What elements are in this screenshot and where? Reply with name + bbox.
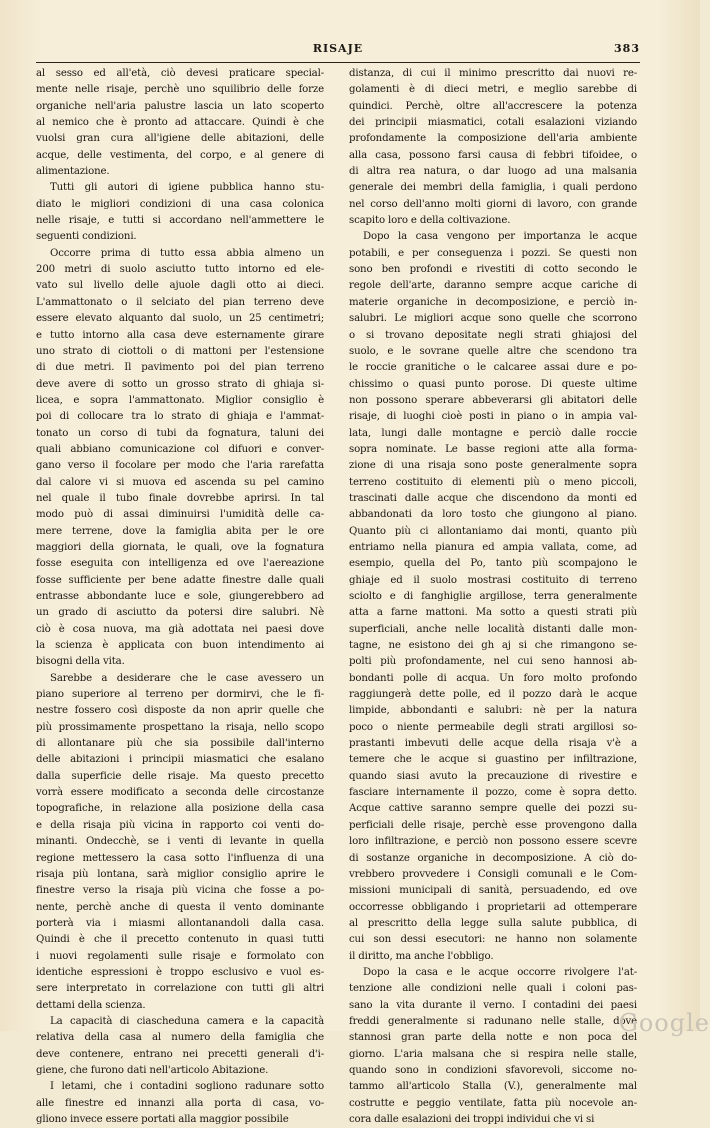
text-line: tagne, ne esistono dei gh aj si che rimangono se- xyxy=(349,640,637,652)
text-line: superficiali, anche nelle località distanti dalle mon- xyxy=(349,623,637,635)
text-line: poi di collocare tra lo strato di ghiaja e l'ammat- xyxy=(36,411,324,423)
text-line: fosse eseguita con intelligenza ed ove l'aereazione xyxy=(36,558,324,570)
text-line: licea, e sopra l'ammattonato. Miglior consiglio è xyxy=(36,394,324,406)
text-line: non possono sperare abbeverarsi gli abitatori delle xyxy=(349,394,637,406)
paragraph xyxy=(36,671,324,1014)
text-line: quali abbiano comunicazione col difuori e conver- xyxy=(36,443,324,455)
text-line: Occorre prima di tutto essa abbia almeno un xyxy=(50,247,324,259)
text-line: modo può di assai diminuirsi l'umidità delle ca- xyxy=(36,509,324,521)
text-line: le roccie granitiche o le calcaree assai dure e po- xyxy=(349,362,637,374)
text-line: sopra nominate. Le basse regioni atte alla forma- xyxy=(349,443,637,455)
text-line: fosse sufficiente per bene adatte finestre dalle quali xyxy=(36,574,324,586)
right-column xyxy=(349,66,637,1128)
text-line: bondanti polle di acqua. Un foro molto profondo xyxy=(349,672,637,684)
text-line: tammo all'articolo Stalla (V.), generalmente mal xyxy=(349,1081,637,1093)
text-line: vrebbero provvedere i Consigli comunali e le Com- xyxy=(349,868,637,880)
text-line: entriamo nella pianura ed ampia vallata, come, ad xyxy=(349,541,637,553)
paragraph xyxy=(349,66,637,229)
text-line: essere elevato alquanto dal suolo, un 25 centimetri; xyxy=(36,313,324,325)
paragraph xyxy=(349,965,637,1128)
text-line: nel quale il tubo finale dovrebbe aprirsi. In tal xyxy=(36,492,324,504)
text-line: esempio, quella del Po, tanto più scompajono le xyxy=(349,558,637,570)
text-line: temere che le acque si guastino per infiltrazione, xyxy=(349,754,637,766)
text-line: giorno. L'aria malsana che si respira nelle stalle, xyxy=(349,1048,637,1060)
text-line: dei principii miasmatici, cotali esalazioni viziando xyxy=(349,117,637,129)
text-line: gano verso il focolare per modo che l'aria rarefatta xyxy=(36,460,324,472)
text-line: dal calore vi si muova ed ascenda su pel camino xyxy=(36,476,324,488)
text-line: regole dell'arte, daranno sempre acque cariche di xyxy=(349,280,637,292)
text-line: lata, lungi dalle montagne e perciò dalle roccie xyxy=(349,427,637,439)
text-line: seguenti condizioni. xyxy=(36,231,137,243)
text-line: ciò è cosa nuova, ma già adottata nei paesi dove xyxy=(36,623,324,635)
text-line: entrasse abbondante luce e sole, giungerebbero ad xyxy=(36,591,324,602)
text-line: stannosi gran parte della notte e non poca del xyxy=(349,1032,637,1044)
text-line: cora dalle esalazioni dei troppi individui che vi si xyxy=(349,1114,595,1125)
text-line: piano superiore al terreno per dormirvi, che le fi- xyxy=(36,689,324,701)
paragraph xyxy=(36,180,324,245)
text-line: il diritto, ma anche l'obbligo. xyxy=(349,950,494,962)
text-line: polti più profondamente, nel cui seno hannosi ab- xyxy=(349,656,637,668)
text-line: fasciare internamente il pozzo, come è sopra detto. xyxy=(349,787,637,799)
text-line: di due metri. Il pavimento poi del pian terreno xyxy=(36,362,324,374)
text-line: vorrà essere modificato a seconda delle circostanze xyxy=(36,787,324,799)
text-line: prastanti imbevuti delle acque della risaja v'è a xyxy=(349,738,637,750)
text-line: nestre fossero così disposte da non aprir quelle che xyxy=(36,705,324,717)
text-line: maggiori della giornata, le quali, ove la fognatura xyxy=(36,541,324,553)
text-line: deve avere di sotto un grosso strato di ghiaja si- xyxy=(36,378,324,390)
text-line: scapito loro e della coltivazione. xyxy=(349,215,511,227)
watermark-logo: Google xyxy=(618,1009,710,1037)
text-line: bisogni della vita. xyxy=(36,656,125,668)
text-line: vuolsi gran cura all'igiene delle abitazioni, delle xyxy=(36,133,324,145)
text-line: o si trovano depositate negli strati ghiajosi del xyxy=(349,329,637,341)
text-line: giene, che furono dati nell'articolo Abitazione. xyxy=(36,1064,269,1076)
text-line: Dopo la casa e le acque occorre rivolgere l'at- xyxy=(363,966,637,978)
text-line: un grado di asciutto da potersi dire salubri. Nè xyxy=(36,607,324,619)
text-line: limpide, abbondanti e salubri: nè per la natura xyxy=(349,705,637,717)
text-line: quando sono in condizioni sfavorevoli, siccome no- xyxy=(349,1064,637,1076)
text-line: alle finestre ed innanzi alla porta di casa, vo- xyxy=(36,1097,324,1109)
text-line: quando siasi avuto la precauzione di rivestire e xyxy=(349,770,637,782)
text-line: La capacità di ciascheduna camera e la capacità xyxy=(50,1015,324,1027)
text-line: i nuovi regolamenti sulle risaje e formolato con xyxy=(36,950,324,962)
text-line: e della risaja più vicina in rapporto coi venti do- xyxy=(36,819,324,831)
text-line: regione mettessero la casa sotto l'influenza di una xyxy=(36,852,324,864)
page-number: 383 xyxy=(614,42,640,55)
text-line: uno strato di ciottoli o di mattoni per l'estensione xyxy=(36,345,324,357)
text-line: al prescritto della legge sulla salute pubblica, di xyxy=(349,917,637,929)
text-line: tonato un corso di tubi da fognatura, taluni dei xyxy=(36,427,324,439)
text-line: finestre verso la risaja più vicina che fosse a po- xyxy=(36,885,324,897)
text-line: poco o niente permeabile degli strati argillosi so- xyxy=(349,721,637,733)
text-line: Tutti gli autori di igiene pubblica hanno stu- xyxy=(50,182,324,194)
running-header xyxy=(36,42,640,62)
text-line: la scienza è applicata con buon intendimento ai xyxy=(36,640,324,652)
text-line: sere interpretato in correlazione con tutti gli altri xyxy=(36,983,324,995)
text-line: deve contenere, entrano nei precetti generali d'i- xyxy=(36,1048,324,1060)
text-line: missioni municipali di sanità, persuadendo, ed ove xyxy=(349,885,637,897)
text-line: mente nelle risaje, perchè uno squilibrio delle forze xyxy=(36,84,324,96)
text-line: freddi generalmente si radunano nelle stalle, dove xyxy=(349,1015,637,1027)
text-line: costrutte e peggio ventilate, fatta più nocevole an- xyxy=(349,1097,637,1109)
text-line: di allontanare più che sia possibile dall'interno xyxy=(36,738,324,750)
text-line: loro infiltrazione, e perciò non possono essere scevre xyxy=(349,836,637,848)
text-line: atta a farne mattoni. Ma sotto a questi strati più xyxy=(349,607,637,619)
text-line: Sarebbe a desiderare che le case avessero un xyxy=(50,672,324,684)
text-line: occorresse obbligando i proprietarii ad ottemperare xyxy=(349,901,637,913)
running-title: RISAJE xyxy=(312,42,364,55)
text-line: salubri. Le migliori acque sono quelle che scorrono xyxy=(349,313,637,325)
text-line: nel corso dell'anno molti giorni di lavoro, con grande xyxy=(349,198,637,210)
text-line: topografiche, in relazione alla posizione della casa xyxy=(36,803,324,815)
text-line: sano la vita durante il verno. I contadini dei paesi xyxy=(349,999,637,1011)
text-line: più prossimamente prospettano la risaja, nello scopo xyxy=(36,721,324,733)
text-line: 200 metri di suolo asciutto tutto intorno ed ele- xyxy=(36,264,324,276)
text-line: al nemico che è pronto ad attaccare. Quindi è che xyxy=(36,117,324,129)
text-line: identiche espressioni è troppo esclusivo e vuol es- xyxy=(36,966,324,978)
paragraph xyxy=(36,66,324,180)
paragraph xyxy=(349,229,637,964)
text-line: minanti. Ondecchè, se i venti di levante in quella xyxy=(36,836,324,848)
text-line: acque, delle vestimenta, del corpo, e al genere di xyxy=(36,149,324,161)
text-line: I letami, che i contadini sogliono radunare sotto xyxy=(50,1081,324,1093)
text-line: dalla superficie delle risaje. Ma questo precetto xyxy=(36,770,324,782)
paragraph xyxy=(36,1079,324,1128)
text-line: nelle risaje, e tutti si accordano nell'ammettere le xyxy=(36,215,324,227)
text-line: gliono invece essere portati alla maggior possibile xyxy=(36,1114,289,1125)
text-line: Quanto più ci allontaniamo dai monti, quanto più xyxy=(349,525,637,537)
text-line: terreno costituito di elementi più o meno piccoli, xyxy=(349,476,637,488)
text-line: alimentazione. xyxy=(36,166,110,178)
text-line: sciolto e di fanghiglie argillose, terra generalmente xyxy=(349,591,637,602)
text-line: potabili, e per conseguenza i pozzi. Se questi non xyxy=(349,247,637,259)
left-column xyxy=(36,66,324,1128)
paragraph xyxy=(36,1014,324,1079)
text-line: Acque cattive saranno sempre quelle dei pozzi su- xyxy=(349,803,637,815)
text-line: nente, perchè anche di questa il vento dominante xyxy=(36,901,324,913)
text-line: raggiungerà dette polle, ed il pozzo darà le acque xyxy=(349,689,637,701)
text-line: materie organiche in decomposizione, e perciò in- xyxy=(349,296,637,308)
text-line: Dopo la casa vengono per importanza le acque xyxy=(363,231,637,243)
text-line: abbandonati da loro tosto che giungono al piano. xyxy=(349,509,637,521)
paragraph xyxy=(36,246,324,671)
text-line: dettami della scienza. xyxy=(36,999,146,1011)
header-rule xyxy=(36,62,640,63)
text-line: diato le migliori condizioni di una casa colonica xyxy=(36,198,324,210)
text-line: porterà via i miasmi allontanandoli dalla casa. xyxy=(36,917,324,929)
text-line: di altra rea natura, o dar luogo ad una malsania xyxy=(349,166,637,178)
text-line: organiche nell'aria palustre lascia un lato scoperto xyxy=(36,100,324,112)
text-line: sono ben profondi e rivestiti di cotto secondo le xyxy=(349,264,637,276)
text-line: generale dei membri della famiglia, i quali perdono xyxy=(349,182,637,194)
text-line: profondamente la composizione dell'aria ambiente xyxy=(349,133,637,145)
text-line: mere terrene, dove la famiglia abita per le ore xyxy=(36,525,324,537)
text-line: delle abitazioni i principii miasmatici che esalano xyxy=(36,754,324,766)
text-line: trascinati dalle acque che discendono da monti ed xyxy=(349,492,637,504)
text-line: tenzione alle condizioni nelle quali i coloni pas- xyxy=(349,983,637,995)
text-line: distanza, di cui il minimo prescritto dai nuovi re- xyxy=(349,68,637,79)
text-line: suolo, e le sovrane quelle altre che scendono tra xyxy=(349,345,637,357)
text-line: cui son dessi esecutori: ne hanno non solamente xyxy=(349,934,637,946)
text-line: di sostanze organiche in decomposizione. A ciò do- xyxy=(349,852,637,864)
text-line: alla casa, possono farsi causa di febbri tifoidee, o xyxy=(349,149,637,161)
text-line: risaja più lontana, sarà miglior consiglio aprire le xyxy=(36,868,324,880)
text-line: al sesso ed all'età, ciò devesi praticare special- xyxy=(36,68,324,79)
text-line: L'ammattonato o il selciato del pian terreno deve xyxy=(36,296,324,308)
text-line: e tutto intorno alla casa deve esternamente girare xyxy=(36,329,324,341)
text-line: zione di una risaja sono poste generalmente sopra xyxy=(349,460,637,472)
text-line: Quindi è che il precetto contenuto in quasi tutti xyxy=(36,934,324,946)
text-line: quindici. Perchè, oltre all'accrescere la potenza xyxy=(349,100,637,112)
text-line: ghiaje ed il suolo mostrasi costituito di terreno xyxy=(349,574,637,586)
text-line: golamenti è di dieci metri, e meglio sarebbe di xyxy=(349,84,637,96)
text-line: chissimo o quasi punto porose. Di queste ultime xyxy=(349,378,637,390)
text-line: vato sul livello delle ajuole dagli otto ai dieci. xyxy=(36,280,324,292)
text-line: perficiali delle risaje, perchè esse provengono dalla xyxy=(349,819,637,831)
text-line: relativa della casa al numero della famiglia che xyxy=(36,1032,324,1044)
text-line: risaje, di luoghi cioè posti in piano o in ampia val- xyxy=(349,411,637,423)
